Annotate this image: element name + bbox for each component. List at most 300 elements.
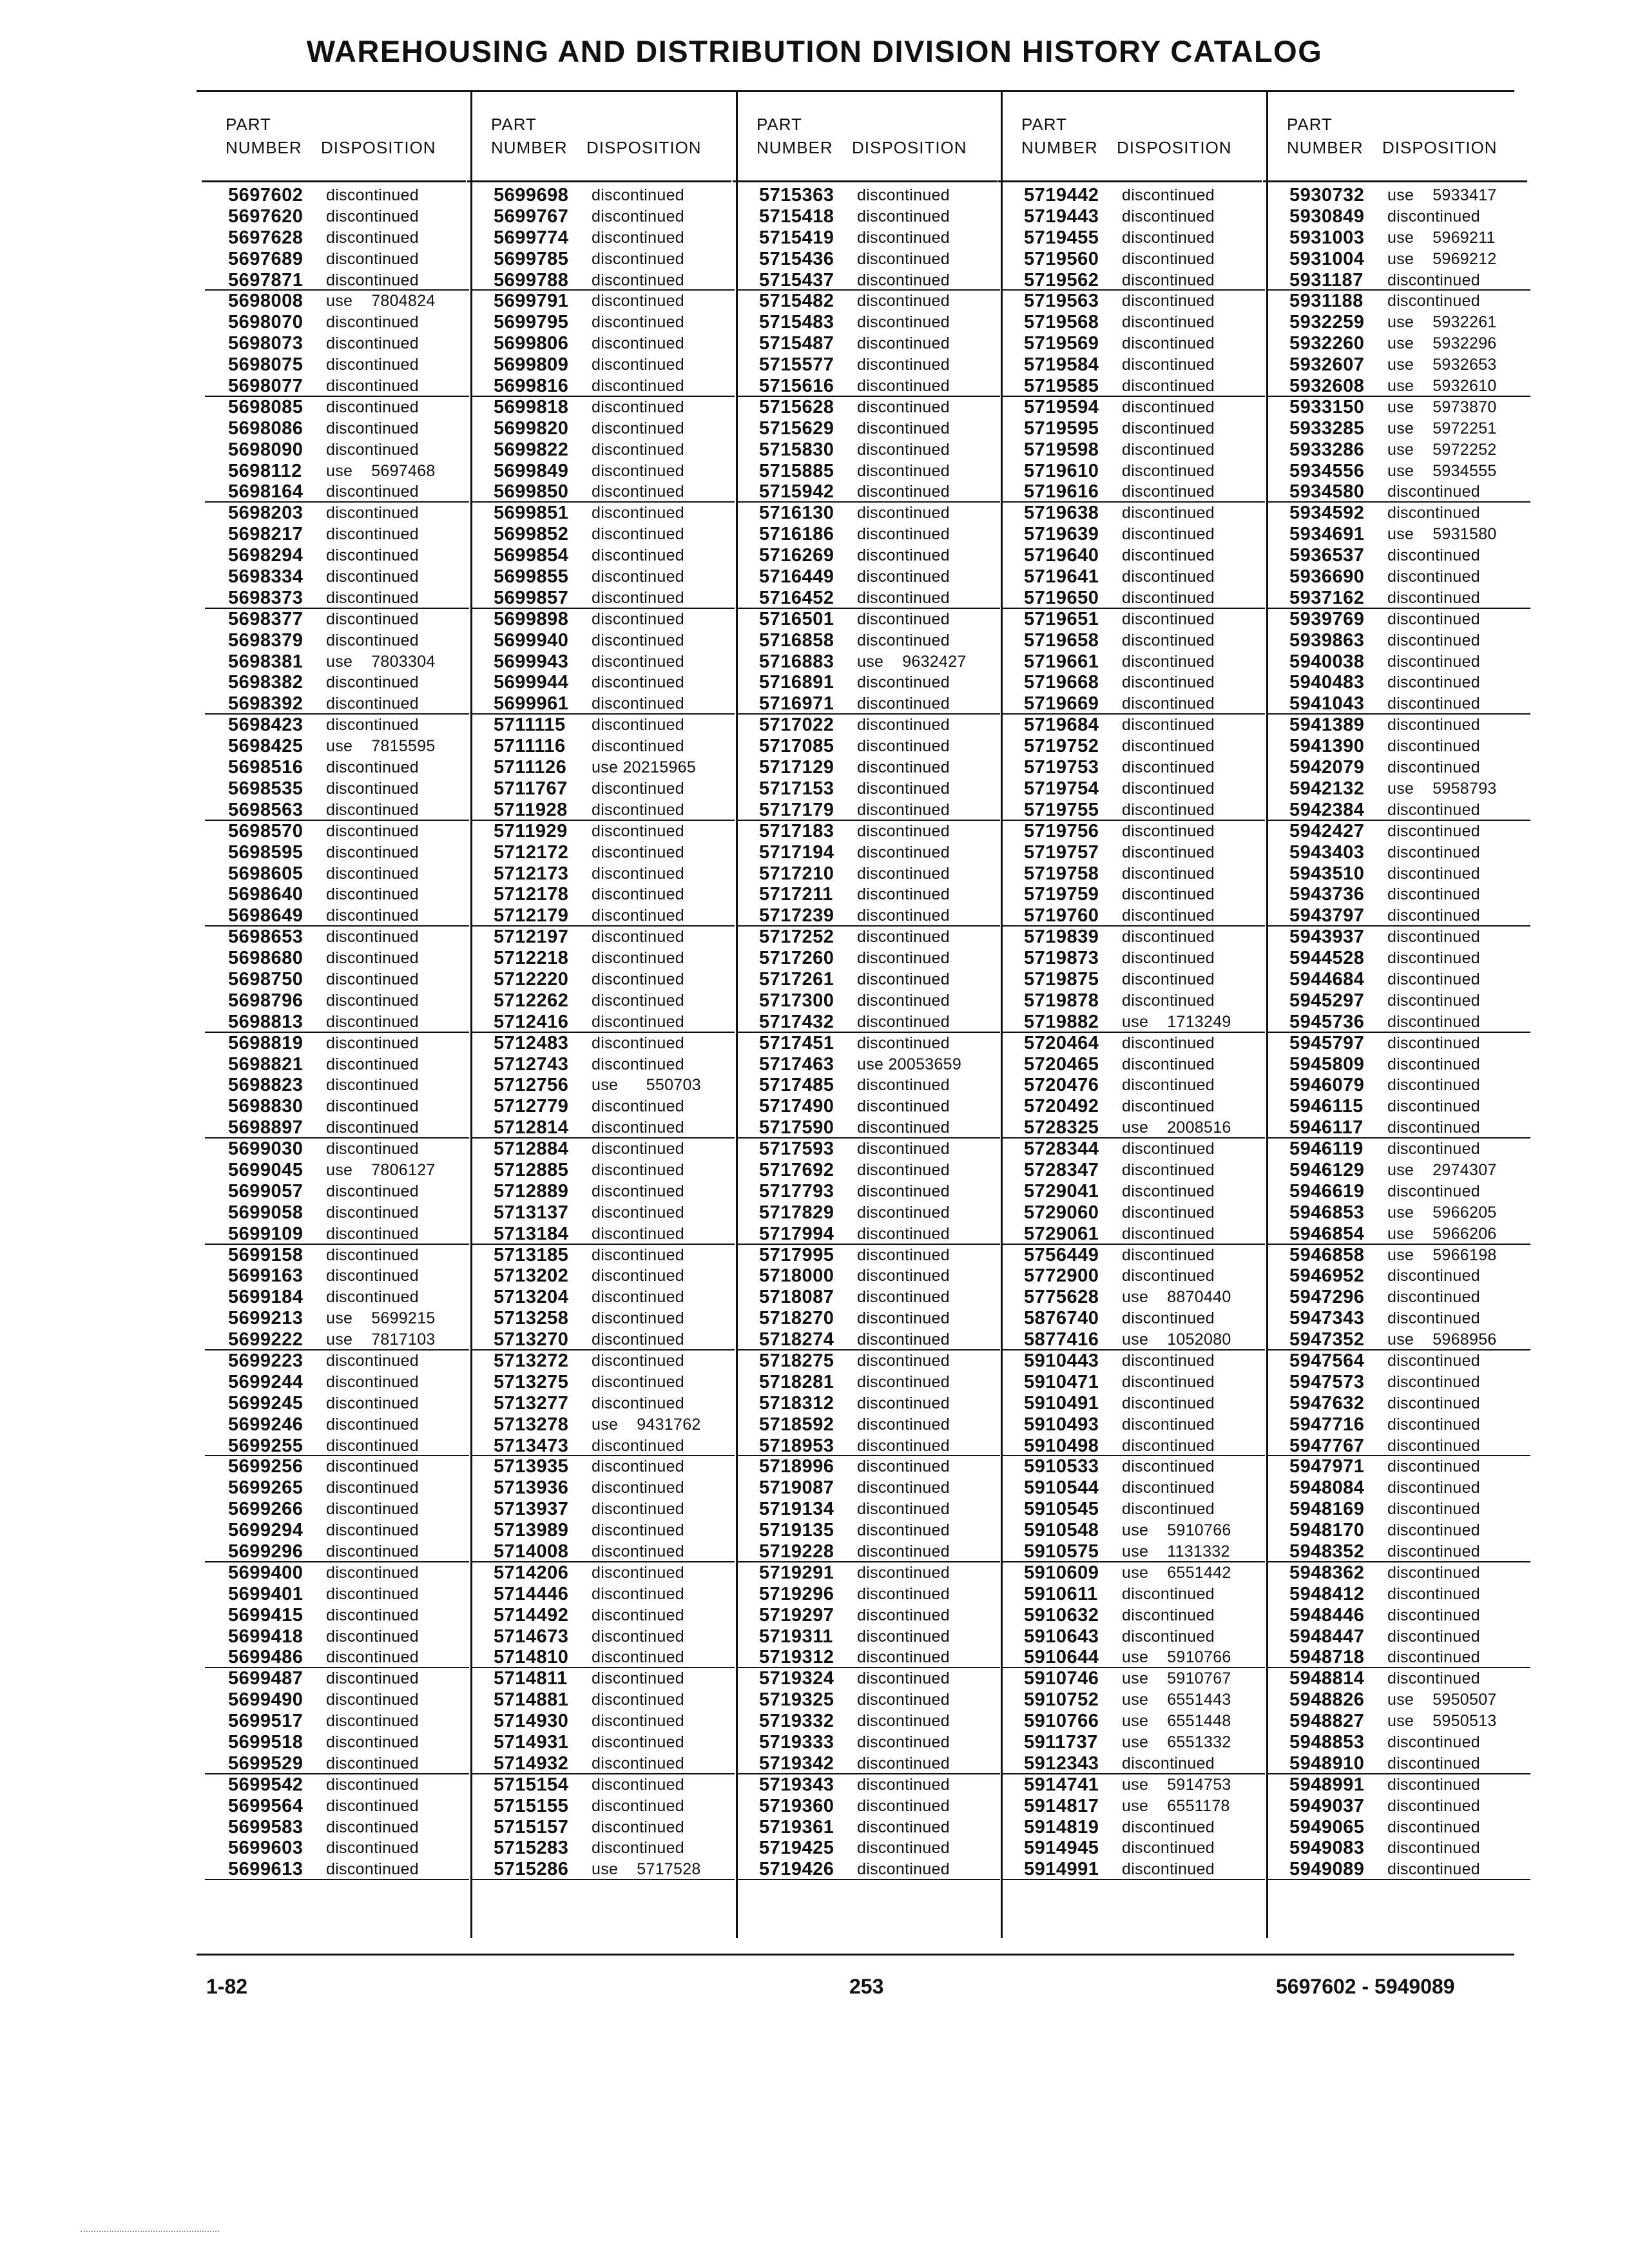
part-number: 5719135 bbox=[759, 1520, 834, 1541]
table-row bbox=[205, 1160, 469, 1181]
disposition: discontinued bbox=[1122, 483, 1215, 501]
table-row bbox=[1266, 1329, 1530, 1350]
table-row bbox=[205, 185, 469, 206]
part-number: 5719875 bbox=[1024, 968, 1099, 990]
part-number: 5699944 bbox=[494, 672, 569, 693]
table-row bbox=[1266, 1456, 1530, 1477]
table-row bbox=[736, 609, 1000, 630]
part-number: 5719753 bbox=[1024, 757, 1099, 778]
table-row bbox=[736, 969, 1000, 990]
part-number: 5716883 bbox=[759, 651, 834, 672]
part-number: 5719760 bbox=[1024, 905, 1099, 927]
part-number: 5714673 bbox=[494, 1626, 569, 1647]
table-row bbox=[1266, 778, 1530, 800]
part-number: 5936537 bbox=[1289, 545, 1365, 566]
part-number: 5698796 bbox=[228, 990, 304, 1011]
disposition: discontinued bbox=[326, 1521, 419, 1540]
table-row bbox=[1001, 1160, 1265, 1181]
table-row bbox=[470, 333, 735, 354]
table-row bbox=[1001, 524, 1265, 545]
table-row bbox=[1001, 354, 1265, 376]
part-number: 5719228 bbox=[759, 1541, 834, 1562]
table-row bbox=[1266, 1096, 1530, 1117]
disposition: discontinued bbox=[1122, 461, 1215, 480]
table-row bbox=[470, 927, 735, 948]
disposition: discontinued bbox=[1122, 1097, 1215, 1116]
table-row bbox=[1001, 1096, 1265, 1117]
table-row bbox=[205, 1817, 469, 1838]
table-row bbox=[1001, 1414, 1265, 1436]
part-number: 5947971 bbox=[1289, 1456, 1365, 1477]
table-row bbox=[1266, 609, 1530, 630]
disposition: discontinued bbox=[326, 1288, 419, 1307]
disposition: discontinued bbox=[1387, 822, 1480, 840]
table-row bbox=[1001, 1456, 1265, 1477]
disposition: use 5972251 bbox=[1387, 419, 1497, 437]
table-row bbox=[1266, 481, 1530, 503]
disposition: use 5973870 bbox=[1387, 398, 1497, 416]
part-number: 5698897 bbox=[228, 1117, 304, 1139]
disposition: discontinued bbox=[1122, 1415, 1215, 1434]
part-number: 5936690 bbox=[1289, 566, 1365, 588]
table-row bbox=[1001, 1245, 1265, 1266]
part-number: 5716449 bbox=[759, 566, 834, 588]
part-number: 5715830 bbox=[759, 439, 834, 460]
table-row bbox=[205, 333, 469, 354]
disposition: discontinued bbox=[592, 843, 684, 861]
part-number: 5947564 bbox=[1289, 1350, 1365, 1371]
disposition: discontinued bbox=[1387, 483, 1480, 501]
part-number: 5716891 bbox=[759, 672, 834, 693]
table-row bbox=[1266, 1160, 1530, 1181]
disposition: discontinued bbox=[1122, 207, 1215, 226]
disposition: use 7804824 bbox=[326, 292, 436, 311]
table-row bbox=[1001, 1859, 1265, 1880]
part-number: 5699529 bbox=[228, 1753, 304, 1774]
header-rule bbox=[1263, 180, 1527, 182]
disposition: discontinued bbox=[1122, 970, 1215, 988]
disposition: discontinued bbox=[857, 588, 950, 607]
table-row bbox=[1001, 185, 1265, 206]
table-row bbox=[736, 397, 1000, 418]
disposition: discontinued bbox=[592, 1584, 684, 1603]
part-number: 5714881 bbox=[494, 1689, 569, 1711]
column-header bbox=[736, 110, 994, 184]
disposition: discontinued bbox=[1122, 377, 1215, 396]
table-row bbox=[205, 1012, 469, 1033]
table-row bbox=[470, 481, 735, 503]
part-number: 5914945 bbox=[1024, 1838, 1099, 1859]
table-row bbox=[1001, 1796, 1265, 1817]
disposition: discontinued bbox=[592, 673, 684, 692]
table-row bbox=[205, 1796, 469, 1817]
part-number: 5699158 bbox=[228, 1244, 304, 1265]
disposition: discontinued bbox=[326, 588, 419, 607]
disposition: discontinued bbox=[1122, 1584, 1215, 1603]
part-number: 5948084 bbox=[1289, 1477, 1365, 1499]
disposition: discontinued bbox=[326, 1754, 419, 1773]
disposition: discontinued bbox=[1387, 1669, 1480, 1688]
table-row bbox=[736, 418, 1000, 439]
disposition: discontinued bbox=[857, 1627, 950, 1646]
part-number: 5717183 bbox=[759, 820, 834, 841]
table-row bbox=[736, 1796, 1000, 1817]
disposition: use 5950507 bbox=[1387, 1691, 1497, 1709]
part-number: 5719598 bbox=[1024, 439, 1099, 460]
table-row bbox=[1266, 291, 1530, 312]
table-row bbox=[1266, 1012, 1530, 1033]
part-number: 5947573 bbox=[1289, 1371, 1365, 1392]
disposition: discontinued bbox=[1387, 928, 1480, 947]
part-number: 5712197 bbox=[494, 927, 569, 948]
table-row bbox=[1266, 1477, 1530, 1499]
disposition: discontinued bbox=[592, 1521, 684, 1540]
header-disposition: DISPOSITION bbox=[586, 138, 702, 157]
table-row bbox=[1266, 1520, 1530, 1541]
table-row bbox=[736, 1732, 1000, 1753]
table-row bbox=[736, 1329, 1000, 1350]
table-row bbox=[1266, 206, 1530, 227]
header-part: PART bbox=[757, 115, 802, 134]
disposition: use 5966198 bbox=[1387, 1245, 1497, 1264]
part-number: 5772900 bbox=[1024, 1265, 1099, 1287]
part-number: 5943937 bbox=[1289, 927, 1365, 948]
part-number: 5717179 bbox=[759, 799, 834, 820]
disposition: discontinued bbox=[857, 1245, 950, 1264]
disposition: discontinued bbox=[592, 1140, 684, 1158]
part-number: 5943510 bbox=[1289, 863, 1365, 884]
part-number: 5714811 bbox=[494, 1668, 568, 1689]
table-row bbox=[736, 1605, 1000, 1626]
part-number: 5944528 bbox=[1289, 948, 1365, 969]
part-number: 5910575 bbox=[1024, 1541, 1099, 1562]
part-number: 5698392 bbox=[228, 693, 304, 715]
disposition: discontinued bbox=[326, 779, 419, 798]
table-row bbox=[736, 990, 1000, 1012]
table-row bbox=[470, 1414, 735, 1436]
table-row bbox=[470, 1711, 735, 1732]
disposition: discontinued bbox=[1122, 907, 1215, 925]
table-row bbox=[1266, 1541, 1530, 1562]
part-number: 5712179 bbox=[494, 905, 569, 927]
disposition: discontinued bbox=[1387, 907, 1480, 925]
disposition: use 5932296 bbox=[1387, 334, 1497, 353]
disposition: discontinued bbox=[592, 1542, 684, 1561]
disposition: discontinued bbox=[1122, 1436, 1215, 1455]
part-number: 5719873 bbox=[1024, 948, 1099, 969]
table-row bbox=[1001, 1626, 1265, 1648]
part-number: 5943797 bbox=[1289, 905, 1365, 927]
part-number: 5699788 bbox=[494, 269, 569, 291]
disposition: discontinued bbox=[592, 1436, 684, 1455]
part-number: 5719651 bbox=[1024, 608, 1099, 629]
part-number: 5698813 bbox=[228, 1011, 304, 1032]
disposition: discontinued bbox=[326, 843, 419, 861]
table-row bbox=[1266, 842, 1530, 863]
table-row bbox=[470, 1647, 735, 1668]
disposition: discontinued bbox=[1387, 1796, 1480, 1815]
part-number: 5941389 bbox=[1289, 715, 1365, 736]
table-row bbox=[470, 1456, 735, 1477]
part-number: 5698823 bbox=[228, 1075, 304, 1096]
part-number: 5699855 bbox=[494, 566, 569, 588]
table-row bbox=[736, 1075, 1000, 1096]
part-number: 5949083 bbox=[1289, 1838, 1365, 1859]
part-number: 5716269 bbox=[759, 545, 834, 566]
disposition: discontinued bbox=[1387, 1097, 1480, 1116]
table-row bbox=[1266, 1753, 1530, 1774]
part-number: 5948352 bbox=[1289, 1541, 1365, 1562]
disposition: discontinued bbox=[1387, 843, 1480, 861]
table-row bbox=[205, 1859, 469, 1880]
part-number: 5717490 bbox=[759, 1096, 834, 1117]
part-number: 5712220 bbox=[494, 968, 569, 990]
disposition: discontinued bbox=[1122, 800, 1215, 819]
disposition: discontinued bbox=[326, 1351, 419, 1370]
table-row bbox=[470, 1287, 735, 1308]
disposition: discontinued bbox=[1387, 716, 1480, 735]
part-number: 5717022 bbox=[759, 715, 834, 736]
part-number: 5715283 bbox=[494, 1838, 569, 1859]
table-row bbox=[1266, 821, 1530, 842]
part-number: 5712743 bbox=[494, 1053, 569, 1075]
disposition: discontinued bbox=[857, 864, 950, 883]
table-row bbox=[470, 1329, 735, 1350]
part-number: 5718281 bbox=[759, 1371, 834, 1392]
table-row bbox=[736, 630, 1000, 651]
part-number: 5715885 bbox=[759, 460, 834, 481]
disposition: discontinued bbox=[326, 1818, 419, 1836]
disposition: discontinued bbox=[1387, 1860, 1480, 1879]
part-number: 5946129 bbox=[1289, 1159, 1365, 1180]
table-row bbox=[1266, 1711, 1530, 1732]
part-number: 5698819 bbox=[228, 1032, 304, 1053]
table-row bbox=[1266, 227, 1530, 249]
table-row bbox=[1266, 1499, 1530, 1520]
table-row bbox=[1266, 1224, 1530, 1245]
part-number: 5912343 bbox=[1024, 1753, 1099, 1774]
part-number: 5698382 bbox=[228, 672, 304, 693]
part-number: 5714930 bbox=[494, 1711, 569, 1732]
disposition: discontinued bbox=[1122, 1140, 1215, 1158]
disposition: discontinued bbox=[857, 949, 950, 968]
disposition: discontinued bbox=[326, 1076, 419, 1095]
disposition: discontinued bbox=[857, 1160, 950, 1179]
table-row bbox=[736, 1584, 1000, 1605]
disposition: discontinued bbox=[592, 377, 684, 396]
part-number: 5715942 bbox=[759, 481, 834, 503]
disposition: discontinued bbox=[1122, 652, 1215, 671]
disposition: discontinued bbox=[857, 1691, 950, 1709]
part-number: 5697628 bbox=[228, 227, 304, 248]
table-row bbox=[470, 1350, 735, 1372]
part-number: 5910498 bbox=[1024, 1435, 1099, 1456]
part-number: 5719758 bbox=[1024, 863, 1099, 884]
disposition: discontinued bbox=[592, 1160, 684, 1179]
part-number: 5711126 bbox=[494, 757, 567, 778]
table-row bbox=[205, 1224, 469, 1245]
part-number: 5713202 bbox=[494, 1265, 569, 1287]
part-number: 5699849 bbox=[494, 460, 569, 481]
table-row bbox=[1001, 1774, 1265, 1796]
disposition: use 1131332 bbox=[1122, 1542, 1230, 1561]
disposition: discontinued bbox=[857, 207, 950, 226]
part-number: 5699223 bbox=[228, 1350, 304, 1371]
table-row bbox=[205, 1054, 469, 1075]
part-number: 5714446 bbox=[494, 1583, 569, 1604]
table-row bbox=[736, 566, 1000, 588]
disposition: discontinued bbox=[592, 440, 684, 459]
disposition: use 7803304 bbox=[326, 652, 436, 671]
table-row bbox=[1266, 948, 1530, 969]
part-number: 5699256 bbox=[228, 1456, 304, 1477]
part-number: 5713258 bbox=[494, 1308, 569, 1329]
part-number: 5934580 bbox=[1289, 481, 1365, 503]
table-row bbox=[470, 1436, 735, 1457]
part-number: 5948827 bbox=[1289, 1711, 1365, 1732]
part-number: 5715418 bbox=[759, 206, 834, 227]
disposition: discontinued bbox=[592, 1394, 684, 1412]
disposition: discontinued bbox=[1122, 1055, 1215, 1073]
disposition: use 5932261 bbox=[1387, 313, 1497, 332]
part-number: 5719312 bbox=[759, 1647, 834, 1668]
disposition: discontinued bbox=[326, 631, 419, 649]
part-number: 5698563 bbox=[228, 799, 304, 820]
table-row bbox=[1266, 354, 1530, 376]
part-number: 5719839 bbox=[1024, 927, 1099, 948]
part-number: 5698164 bbox=[228, 481, 304, 503]
disposition: discontinued bbox=[857, 1033, 950, 1052]
disposition: use 5966206 bbox=[1387, 1224, 1497, 1243]
table-row bbox=[470, 693, 735, 715]
table-row bbox=[1001, 481, 1265, 503]
part-number: 5697689 bbox=[228, 248, 304, 269]
table-row bbox=[1001, 1054, 1265, 1075]
disposition: discontinued bbox=[1122, 885, 1215, 904]
disposition: discontinued bbox=[326, 758, 419, 777]
disposition: discontinued bbox=[592, 1245, 684, 1264]
table-row bbox=[470, 1265, 735, 1287]
disposition: discontinued bbox=[1387, 1309, 1480, 1328]
table-row bbox=[1001, 397, 1265, 418]
part-number: 5945797 bbox=[1289, 1032, 1365, 1053]
part-number: 5717194 bbox=[759, 841, 834, 863]
disposition: discontinued bbox=[1122, 1267, 1215, 1285]
catalog-column bbox=[1266, 110, 1524, 1880]
disposition: discontinued bbox=[1122, 864, 1215, 883]
table-row bbox=[736, 948, 1000, 969]
disposition: discontinued bbox=[1122, 249, 1215, 268]
disposition: discontinued bbox=[1387, 885, 1480, 904]
table-row bbox=[1001, 1562, 1265, 1584]
part-number: 5698423 bbox=[228, 715, 304, 736]
part-number: 5947767 bbox=[1289, 1435, 1365, 1456]
table-row bbox=[205, 1096, 469, 1117]
disposition: discontinued bbox=[1387, 1733, 1480, 1752]
part-number: 5719455 bbox=[1024, 227, 1099, 248]
table-row bbox=[470, 736, 735, 757]
part-number: 5948853 bbox=[1289, 1732, 1365, 1753]
table-row bbox=[736, 1096, 1000, 1117]
part-number: 5756449 bbox=[1024, 1244, 1099, 1265]
disposition: use 1713249 bbox=[1122, 1012, 1231, 1031]
part-number: 5699583 bbox=[228, 1816, 304, 1838]
disposition: discontinued bbox=[1387, 1140, 1480, 1158]
part-number: 5698075 bbox=[228, 354, 304, 376]
table-row bbox=[205, 1202, 469, 1224]
table-row bbox=[205, 927, 469, 948]
part-number: 5713137 bbox=[494, 1202, 569, 1223]
header-part: PART bbox=[226, 115, 271, 134]
disposition: discontinued bbox=[857, 1267, 950, 1285]
table-row bbox=[470, 1033, 735, 1054]
disposition: discontinued bbox=[1122, 356, 1215, 374]
table-row bbox=[470, 397, 735, 418]
disposition: discontinued bbox=[1387, 631, 1480, 649]
table-row bbox=[1266, 249, 1530, 270]
table-row bbox=[205, 1711, 469, 1732]
part-number: 5699246 bbox=[228, 1414, 304, 1435]
part-number: 5720464 bbox=[1024, 1032, 1099, 1053]
table-row bbox=[736, 249, 1000, 270]
table-row bbox=[1001, 884, 1265, 905]
table-row bbox=[470, 206, 735, 227]
part-number: 5699163 bbox=[228, 1265, 304, 1287]
disposition: discontinued bbox=[326, 885, 419, 904]
table-row bbox=[1266, 757, 1530, 778]
table-row bbox=[1266, 1372, 1530, 1393]
disposition: use 5969212 bbox=[1387, 249, 1497, 268]
page-number: 253 bbox=[849, 1975, 884, 1998]
part-number: 5712416 bbox=[494, 1011, 569, 1032]
table-row bbox=[205, 1308, 469, 1329]
disposition: discontinued bbox=[1122, 1500, 1215, 1519]
part-number: 5946858 bbox=[1289, 1244, 1365, 1265]
table-row bbox=[1266, 376, 1530, 397]
part-number: 5719332 bbox=[759, 1711, 834, 1732]
part-number: 5715437 bbox=[759, 269, 834, 291]
part-number: 5948826 bbox=[1289, 1689, 1365, 1711]
table-row bbox=[1266, 1287, 1530, 1308]
table-row bbox=[736, 1774, 1000, 1796]
table-row bbox=[736, 863, 1000, 885]
part-number: 5699487 bbox=[228, 1668, 304, 1689]
table-row bbox=[1001, 948, 1265, 969]
part-number: 5699415 bbox=[228, 1604, 304, 1626]
table-row bbox=[736, 1838, 1000, 1859]
disposition: discontinued bbox=[857, 907, 950, 925]
table-row bbox=[470, 1012, 735, 1033]
catalog-column bbox=[736, 110, 994, 1880]
disposition: discontinued bbox=[1122, 440, 1215, 459]
table-row bbox=[1266, 927, 1530, 948]
part-number: 5719661 bbox=[1024, 651, 1099, 672]
disposition: discontinued bbox=[592, 186, 684, 204]
disposition: discontinued bbox=[857, 1754, 950, 1773]
table-row bbox=[1001, 312, 1265, 333]
disposition: discontinued bbox=[857, 1500, 950, 1519]
disposition: discontinued bbox=[1122, 631, 1215, 649]
disposition: discontinued bbox=[1122, 1627, 1215, 1646]
table-row bbox=[1001, 905, 1265, 927]
table-row bbox=[736, 1160, 1000, 1181]
part-number: 5719568 bbox=[1024, 312, 1099, 333]
part-number: 5931188 bbox=[1289, 291, 1364, 312]
disposition: discontinued bbox=[1122, 1033, 1215, 1052]
disposition: discontinued bbox=[857, 779, 950, 798]
table-row bbox=[470, 1117, 735, 1139]
table-row bbox=[736, 1245, 1000, 1266]
